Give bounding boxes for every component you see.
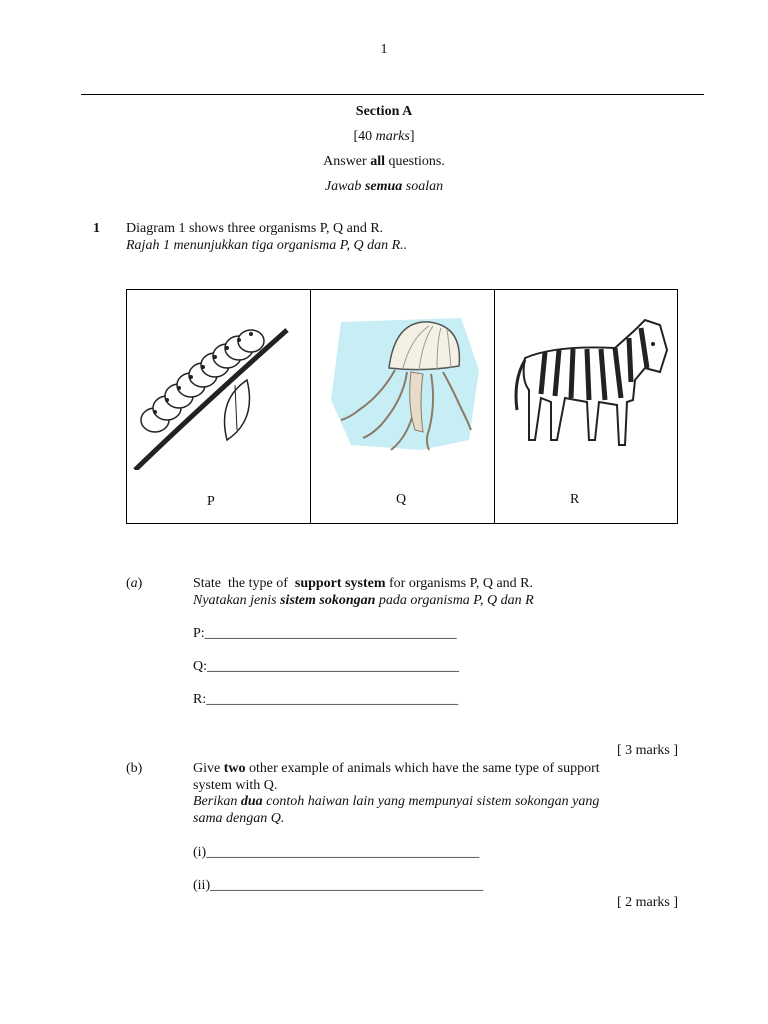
part-b-text-en: Give two other example of animals which have the same type of support xyxy=(193,761,600,776)
header-rule xyxy=(81,94,704,95)
part-b-text-en-2: system with Q. xyxy=(193,778,278,793)
jellyfish-image xyxy=(311,290,495,470)
part-b-text-ms: Berikan dua contoh haiwan lain yang mempunyai sistem sokongan yang xyxy=(193,794,600,809)
diagram-1-table xyxy=(126,289,678,524)
answer-line-p[interactable]: P:____________________________________ xyxy=(193,626,457,641)
cell-r xyxy=(495,290,677,523)
part-a-text-ms: Nyatakan jenis sistem sokongan pada organisma P, Q dan R xyxy=(193,593,534,608)
part-b-label: (b) xyxy=(126,761,143,776)
section-title: Section A xyxy=(355,104,413,119)
cell-q xyxy=(311,290,495,523)
caterpillar-image xyxy=(127,290,311,470)
question-intro-en: Diagram 1 shows three organisms P, Q and R. xyxy=(126,221,384,236)
instruction-ms: Jawab semua soalan xyxy=(324,179,444,194)
part-a-label: (a) xyxy=(126,576,143,591)
cell-p xyxy=(127,290,311,523)
question-intro-ms: Rajah 1 menunjukkan tiga organisma P, Q dan R.. xyxy=(126,238,408,253)
question-number: 1 xyxy=(93,221,100,236)
part-a-text-en: State the type of support system for organisms P, Q and R. xyxy=(193,576,534,591)
part-a-marks: [ 3 marks ] xyxy=(616,743,678,758)
part-b-text-ms-2: sama dengan Q. xyxy=(193,811,285,826)
section-marks: [40 marks] xyxy=(353,129,415,144)
page-number: 1 xyxy=(380,42,388,57)
answer-line-i[interactable]: (i)_______________________________________ xyxy=(193,845,480,860)
zebra-image xyxy=(495,290,677,470)
instruction-en: Answer all questions. xyxy=(323,154,445,169)
answer-line-q[interactable]: Q:____________________________________ xyxy=(193,659,459,674)
part-b-marks: [ 2 marks ] xyxy=(616,895,678,910)
answer-line-r[interactable]: R:____________________________________ xyxy=(193,692,459,707)
label-p: P xyxy=(207,494,215,509)
label-q: Q xyxy=(396,492,407,507)
label-r: R xyxy=(570,492,580,507)
answer-line-ii[interactable]: (ii)_______________________________________ xyxy=(193,878,484,893)
